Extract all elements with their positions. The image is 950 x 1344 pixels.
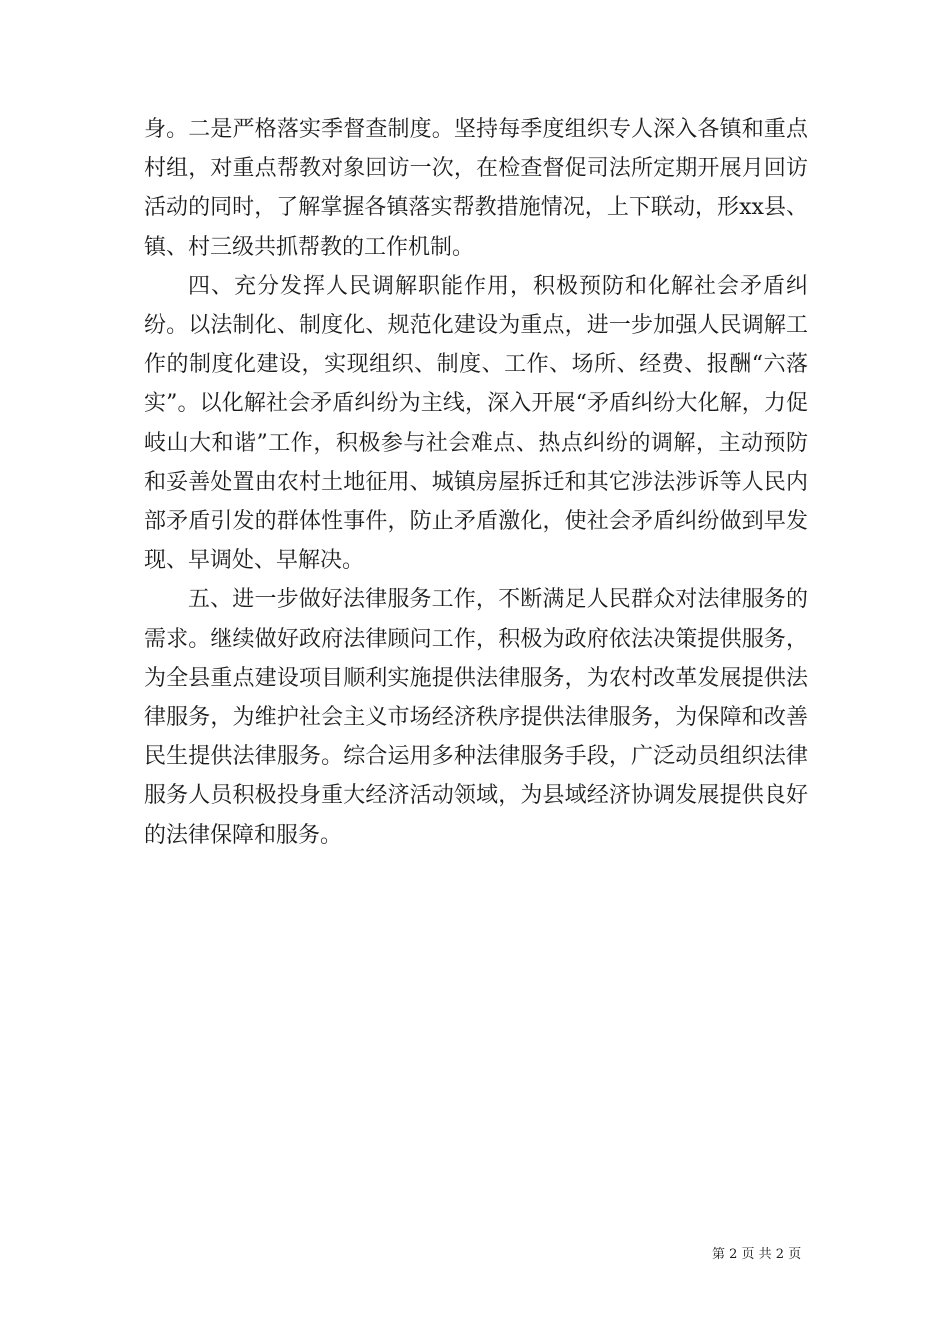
paragraph-2: 四、充分发挥人民调解职能作用，积极预防和化解社会矛盾纠纷。以法制化、制度化、规范化建设为重点，进一步加强人民调解工作的制度化建设，实现组织、制度、工作、场所、经费、报酬“六落实”。以化解社会矛盾纠纷为主线，深入开展“矛盾纠纷大化解，力促岐山大和谐”工作，积极参与社会难点、热点纠纷的调解，主动预防和妥善处置由农村土地征用、城镇房屋拆迁和其它涉法涉诉等人民内部矛盾引发的群体性事件，防止矛盾激化，使社会矛盾纠纷做到早发现、早调处、早解决。 — [144, 273, 808, 574]
page-number: 第 2 页 共 2 页 — [712, 1247, 802, 1262]
paragraph-3: 五、进一步做好法律服务工作，不断满足人民群众对法律服务的需求。继续做好政府法律顾问工作，积极为政府依法决策提供服务，为全县重点建设项目顺利实施提供法律服务，为农村改革发展提供法律服务，为维护社会主义市场经济秩序提供法律服务，为保障和改善民生提供法律服务。综合运用多种法律服务手段，广泛动员组织法律服务人员积极投身重大经济活动领域，为县域经济协调发展提供良好的法律保障和服务。 — [144, 587, 808, 848]
document-body — [144, 110, 808, 855]
paragraph-1: 身。二是严格落实季督查制度。坚持每季度组织专人深入各镇和重点村组，对重点帮教对象回访一次，在检查督促司法所定期开展月回访活动的同时，了解掌握各镇落实帮教措施情况，上下联动，形xx县、镇、村三级共抓帮教的工作机制。 — [144, 117, 808, 260]
